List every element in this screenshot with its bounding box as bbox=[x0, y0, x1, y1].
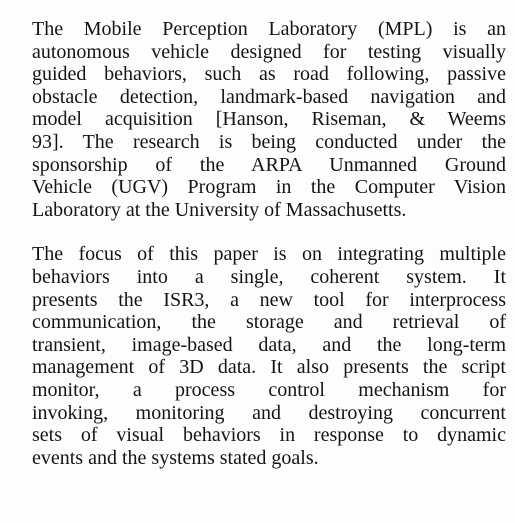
text-line: The Mobile Perception Laboratory (MPL) is an bbox=[32, 18, 506, 40]
text-line: monitor, a process control mechanism for bbox=[32, 378, 506, 401]
text-line: management of 3D data. It also presents the script bbox=[32, 356, 506, 379]
text-line: 93]. The research is being conducted under the bbox=[32, 130, 506, 153]
text-line: guided behaviors, such as road following, passive bbox=[32, 63, 506, 86]
text-line: communication, the storage and retrieval of bbox=[32, 311, 506, 334]
text-line: autonomous vehicle designed for testing visually bbox=[32, 40, 506, 63]
text-line: transient, image-based data, and the long-term bbox=[32, 333, 506, 356]
text-line: model acquisition [Hanson, Riseman, & Weems bbox=[32, 108, 506, 131]
text-line: behaviors into a single, coherent system. It bbox=[32, 265, 506, 288]
text-line: presents the ISR3, a new tool for interprocess bbox=[32, 288, 506, 311]
paragraph-focus bbox=[32, 243, 506, 469]
text-line: sets of visual behaviors in response to dynamic bbox=[32, 424, 506, 447]
text-line: invoking, monitoring and destroying concurrent bbox=[32, 401, 506, 424]
text-line: events and the systems stated goals. bbox=[32, 446, 319, 469]
text-column bbox=[32, 18, 506, 469]
text-line: The focus of this paper is on integrating multiple bbox=[32, 243, 506, 266]
text-line: Vehicle (UGV) Program in the Computer Vision bbox=[32, 176, 506, 199]
text-line: Laboratory at the University of Massachusetts. bbox=[32, 198, 407, 221]
paragraph-intro bbox=[32, 18, 506, 221]
text-line: sponsorship of the ARPA Unmanned Ground bbox=[32, 153, 506, 176]
text-line: obstacle detection, landmark-based navigation and bbox=[32, 85, 506, 108]
